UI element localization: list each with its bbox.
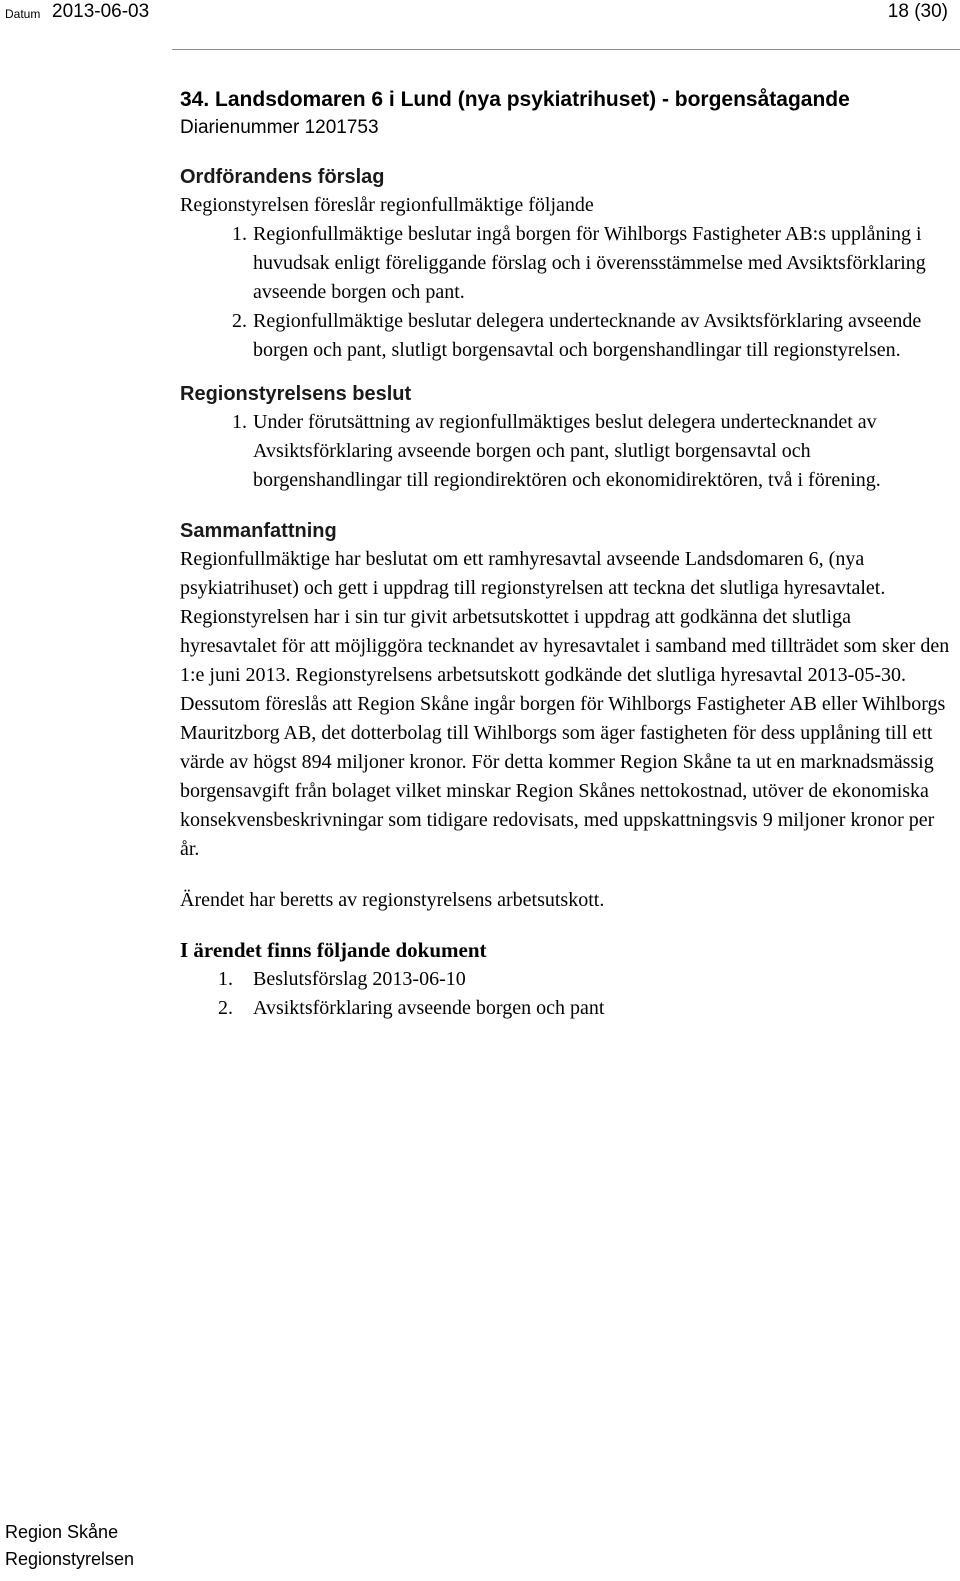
date-label: Datum <box>5 7 41 21</box>
list-item <box>0 307 950 365</box>
document-body <box>180 85 950 1023</box>
chairman-proposal-list <box>0 220 950 365</box>
documents-heading: I ärendet finns följande dokument <box>180 938 487 962</box>
list-number: 1. <box>232 411 247 433</box>
list-number: 2. <box>218 997 233 1019</box>
page-footer <box>5 1519 134 1573</box>
footer-department: Regionstyrelsen <box>5 1549 135 1569</box>
summary-heading: Sammanfattning <box>180 520 337 542</box>
page-number: 18 (30) <box>887 1 948 22</box>
list-item <box>0 220 950 307</box>
board-decision-list <box>0 408 950 495</box>
list-item <box>0 994 950 1023</box>
header-divider <box>172 49 960 50</box>
list-number: 1. <box>218 968 233 990</box>
board-decision-heading: Regionstyrelsens beslut <box>180 383 412 405</box>
list-text: Beslutsförslag 2013-06-10 <box>253 968 466 990</box>
chairman-proposal-heading: Ordförandens förslag <box>180 166 385 188</box>
date-value: 2013-06-03 <box>52 1 150 22</box>
list-text: Regionfullmäktige beslutar delegera undertecknande av Avsiktsförklaring avseende borgen och pant, slutligt borgensavtal och borgenshandlingar till regionstyrelsen. <box>253 310 922 361</box>
list-number: 2. <box>232 310 247 332</box>
list-item <box>0 965 950 994</box>
page-title: 34. Landsdomaren 6 i Lund (nya psykiatrihuset) - borgensåtagande <box>180 88 850 111</box>
chairman-proposal-intro: Regionstyrelsen föreslår regionfullmäktige följande <box>180 194 594 216</box>
diarienummer: Diarienummer 1201753 <box>180 117 379 138</box>
page-header <box>0 0 960 30</box>
list-text: Under förutsättning av regionfullmäktiges beslut delegera undertecknandet av Avsiktsförklaring avseende borgen och pant, slutligt borgensavtal och borgenshandlingar till regiondirektören och ekonomidirektören, två i förening. <box>253 411 881 491</box>
list-item <box>0 408 950 495</box>
list-number: 1. <box>232 223 247 245</box>
list-text: Avsiktsförklaring avseende borgen och pant <box>253 997 605 1019</box>
list-text: Regionfullmäktige beslutar ingå borgen för Wihlborgs Fastigheter AB:s upplåning i huvudsak enligt föreliggande förslag och i överensstämmelse med Avsiktsförklaring avseende borgen och pant. <box>253 223 926 303</box>
footer-organization: Region Skåne <box>5 1522 119 1542</box>
prepared-by-text: Ärendet har beretts av regionstyrelsens arbetsutskott. <box>180 889 605 911</box>
summary-text: Regionfullmäktige har beslutat om ett ramhyresavtal avseende Landsdomaren 6, (nya psykiatrihuset) och gett i uppdrag till regionstyrelsen att teckna det slutliga hyresavtalet. Regionstyrelsen har i sin tur givit arbetsutskottet i uppdrag att godkänna det slutliga hyresavtalet för att möjliggöra tecknandet av hyresavtalet i samband med tillträdet som sker den 1:e juni 2013. Regionstyrelsens arbetsutskott godkände det slutliga hyresavtal 2013-05-30. Dessutom föreslås att Region Skåne ingår borgen för Wihlborgs Fastigheter AB eller Wihlborgs Mauritzborg AB, det dotterbolag till Wihlborgs som äger fastigheten för dess upplåning till ett värde av högst 894 miljoner kronor. För detta kommer Region Skåne ta ut en marknadsmässig borgensavgift från bolaget vilket minskar Region Skånes nettokostnad, utöver de ekonomiska konsekvensbeskrivningar som tidigare redovisats, med uppskattningsvis 9 miljoner kronor per år. <box>180 548 950 860</box>
documents-list <box>0 965 950 1023</box>
